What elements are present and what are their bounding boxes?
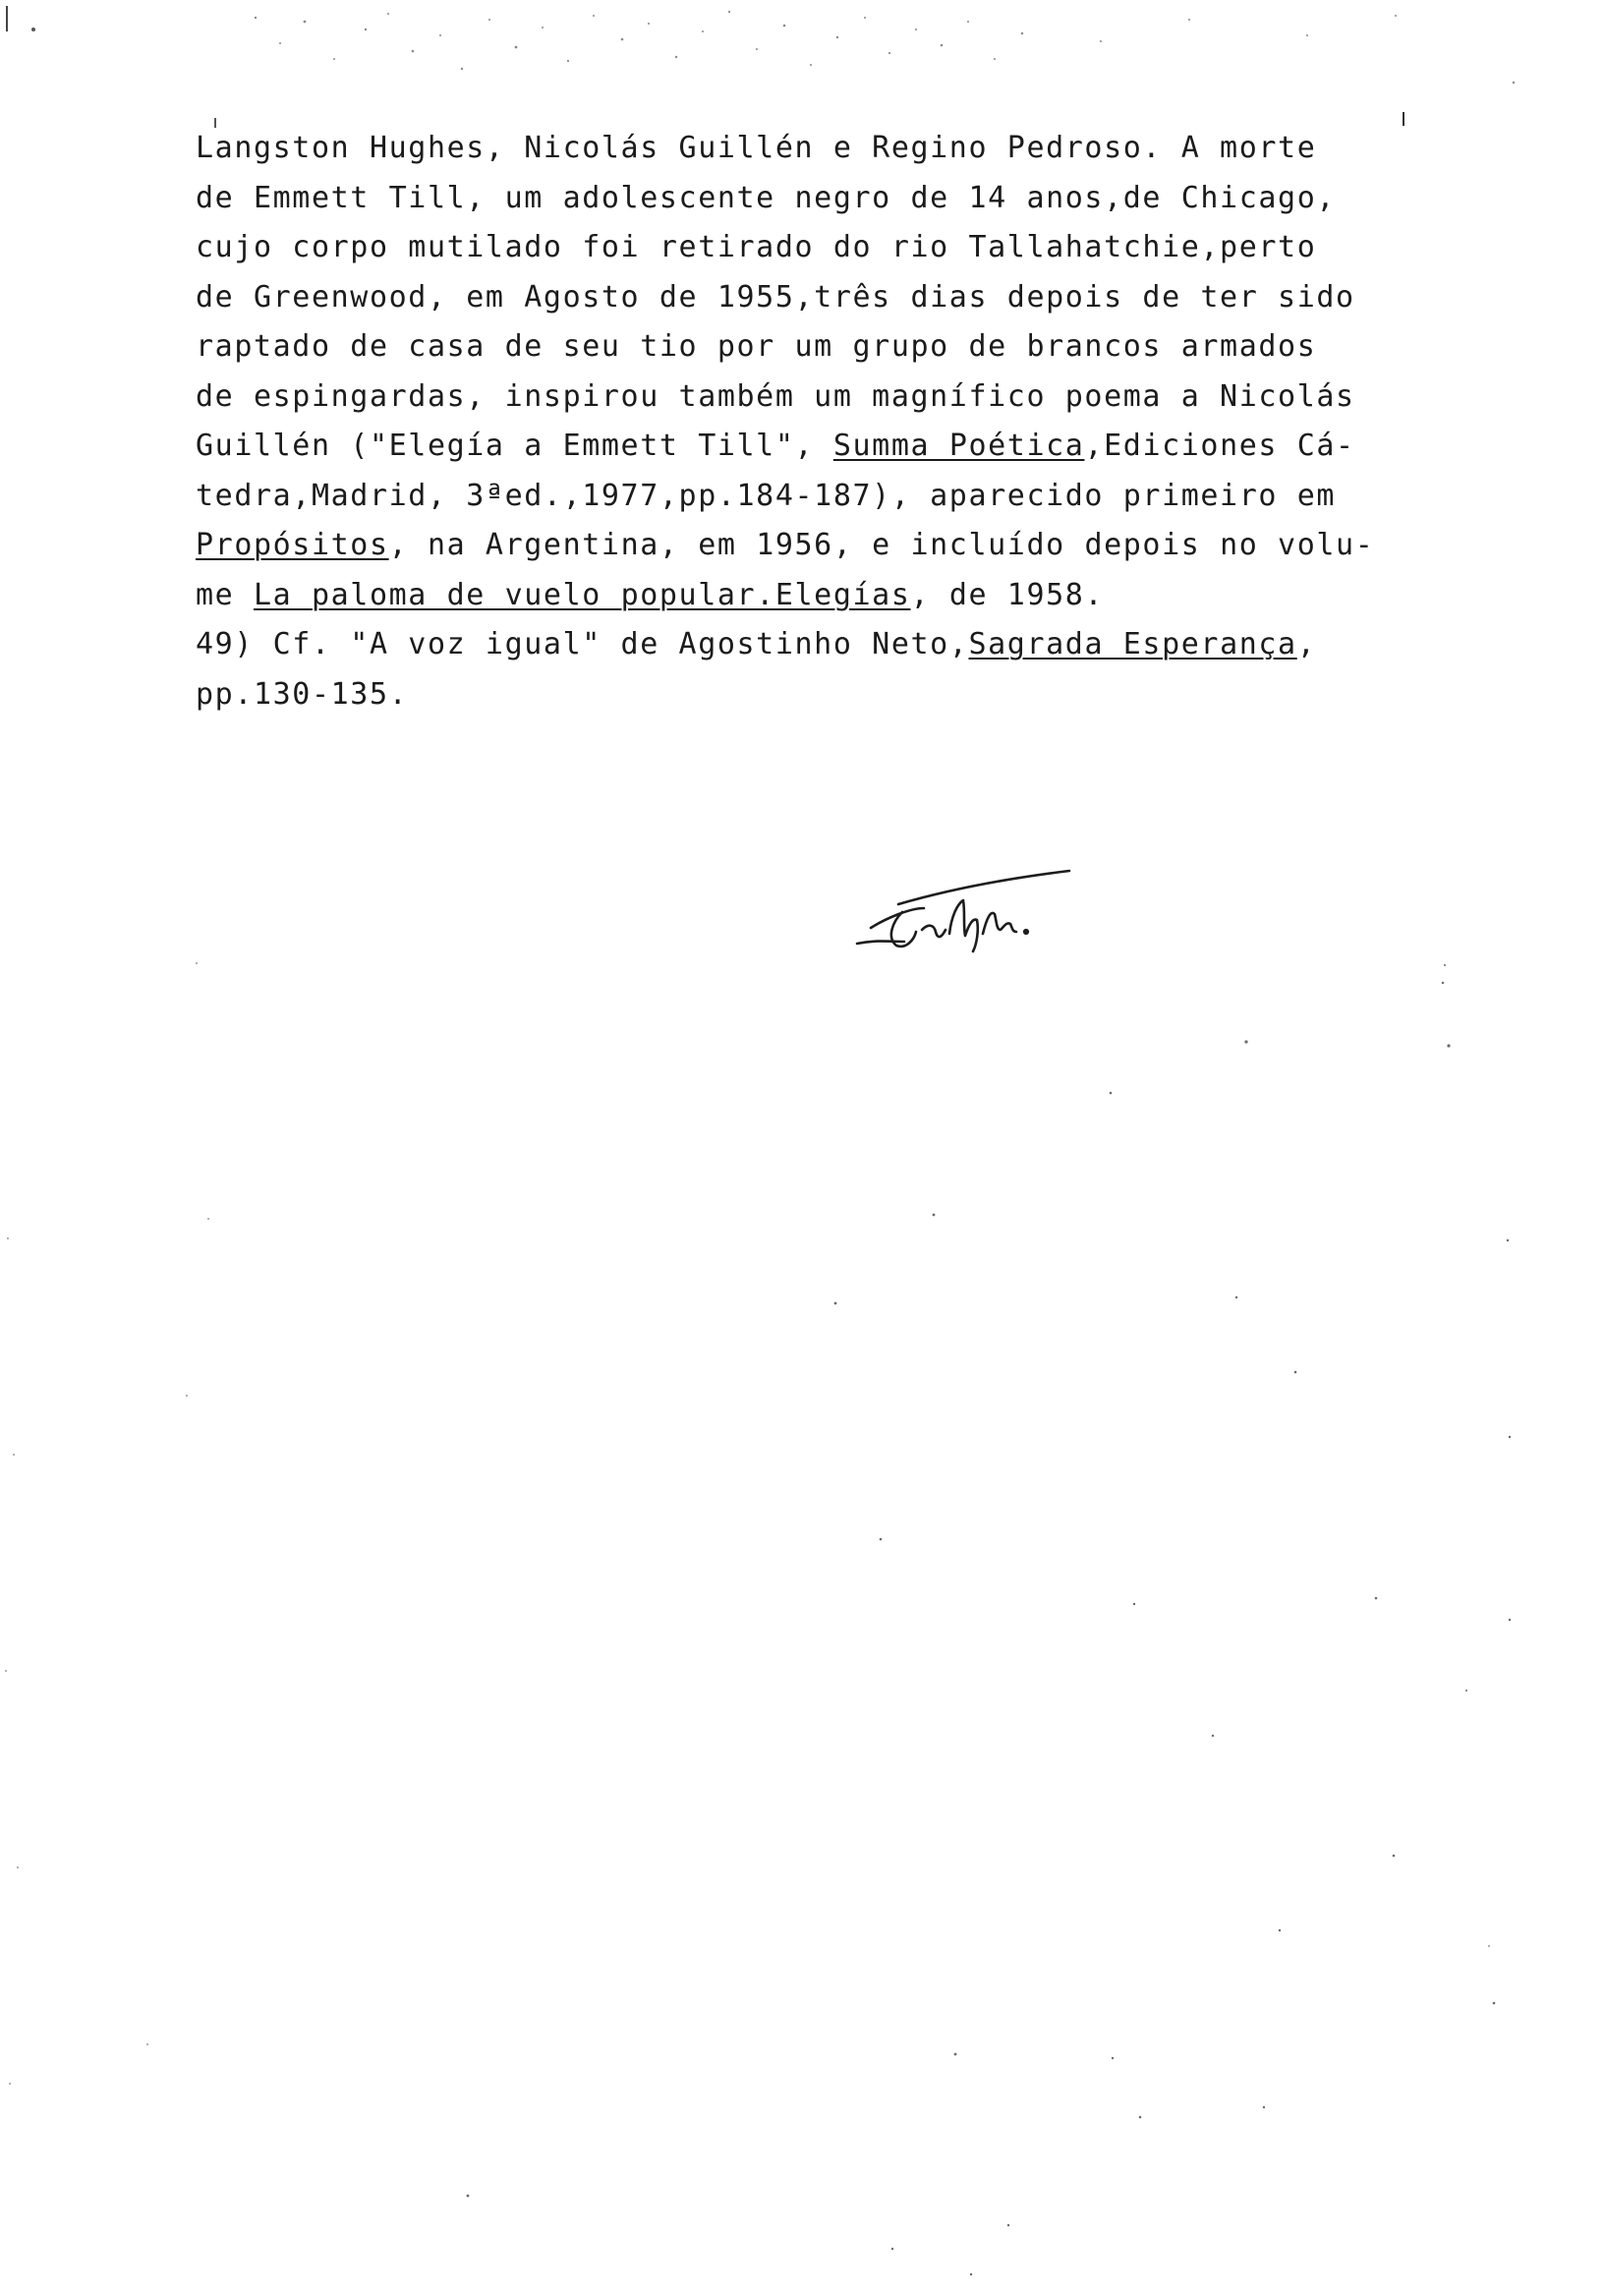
- text-segment: , na Argentina, em 1956, e incluído depois no volu-: [388, 528, 1375, 562]
- underlined-title: Sagrada Esperança: [968, 627, 1297, 661]
- underlined-title: La paloma de vuelo popular.Elegías: [254, 577, 911, 612]
- text-segment: de Emmett Till, um adolescente negro de 14 anos,de Chicago,: [196, 180, 1337, 215]
- text-segment: de espingardas, inspirou também um magnífico poema a Nicolás: [196, 378, 1355, 414]
- text-segment: Langston Hughes, Nicolás Guillén e Regino Pedroso. A morte: [196, 131, 1317, 165]
- underlined-title: Summa Poética: [832, 429, 1085, 463]
- text-line: [196, 422, 1463, 472]
- signature-letter-stroke: [949, 900, 978, 951]
- text-line: [196, 223, 1463, 273]
- signature-letter-stroke: [922, 926, 945, 937]
- text-segment: de Greenwood, em Agosto de 1955,três dias depois de ter sido: [196, 279, 1355, 315]
- text-line: [196, 373, 1463, 423]
- text-segment: , de 1958.: [910, 577, 1105, 612]
- underlined-title: Propósitos: [196, 528, 389, 562]
- speckle: [31, 28, 35, 31]
- text-line: [196, 124, 1463, 174]
- text-line: [196, 472, 1463, 522]
- text-segment: pp.130-135.: [196, 676, 409, 712]
- signature-flourish-stroke: [898, 871, 1069, 904]
- text-line: [196, 322, 1463, 373]
- top-noise-band: [255, 11, 1515, 84]
- signature-letter-stroke: [983, 913, 1016, 934]
- corner-mark: [6, 6, 8, 31]
- text-line: [196, 174, 1463, 224]
- text-line: [196, 670, 1463, 720]
- text-segment: ,Ediciones Cá-: [1084, 429, 1355, 463]
- text-segment: ,: [1296, 627, 1317, 661]
- handwritten-signature-icon: [847, 861, 1079, 955]
- left-edge-noise: [5, 962, 1490, 2085]
- page-speckles: [467, 964, 1512, 2275]
- text-segment: tedra,Madrid, 3ªed.,1977,pp.184-187), aparecido primeiro em: [196, 478, 1337, 513]
- text-segment: 49) Cf. "A voz igual" de Agostinho Neto,: [196, 627, 969, 661]
- text-segment: raptado de casa de seu tio por um grupo de brancos armados: [196, 329, 1317, 364]
- text-segment: me: [196, 577, 254, 612]
- text-segment: Guillén ("Elegía a Emmett Till",: [196, 429, 833, 463]
- footnote-text-block: [196, 124, 1463, 719]
- text-line: [196, 620, 1463, 670]
- text-segment: cujo corpo mutilado foi retirado do rio Tallahatchie,perto: [196, 230, 1317, 264]
- signature-dot: [1024, 930, 1028, 934]
- text-line: [196, 521, 1463, 571]
- text-line: [196, 273, 1463, 323]
- signature-underline-stroke: [857, 942, 904, 945]
- text-line: [196, 571, 1463, 621]
